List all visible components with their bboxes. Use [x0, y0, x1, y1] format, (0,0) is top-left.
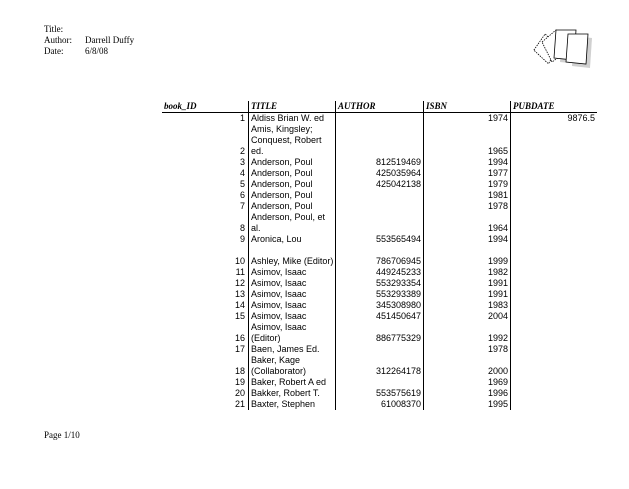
cell-isbn [423, 388, 510, 399]
cell-book-id-text: 18 [234, 366, 245, 376]
cell-title-text: Bakker, Robert T. [251, 388, 320, 398]
cell-author [335, 311, 423, 322]
cell-pubdate [510, 289, 597, 300]
cell-isbn [423, 289, 510, 300]
report-metadata [44, 24, 134, 57]
cell-title-text: Aronica, Lou [251, 234, 302, 244]
cell-book-id-text: 6 [239, 190, 245, 200]
cell-author [335, 300, 423, 311]
table-row [162, 322, 597, 344]
cell-title [248, 234, 335, 245]
cell-book-id-text: 12 [234, 278, 245, 288]
cell-isbn-text: 1994 [487, 157, 508, 167]
cell-book-id [162, 399, 248, 410]
table-row [162, 212, 597, 234]
cell-isbn [423, 179, 510, 190]
cell-isbn [423, 300, 510, 311]
cell-isbn [423, 234, 510, 245]
cell-book-id-text: 5 [239, 179, 245, 189]
cell-book-id-text: 3 [239, 157, 245, 167]
cell-title [248, 113, 335, 124]
table-row [162, 355, 597, 377]
cell-isbn [423, 377, 510, 388]
cell-isbn-text: 1983 [487, 300, 508, 310]
cell-title-text: Baker, Kage (Collaborator) [251, 355, 307, 376]
cell-book-id [162, 124, 248, 157]
cell-author-text: 312264178 [375, 366, 421, 376]
cell-isbn-text: 1995 [487, 399, 508, 409]
date-label: Date: [44, 46, 64, 56]
cell-author [335, 168, 423, 179]
cell-book-id [162, 157, 248, 168]
cell-title [248, 245, 335, 267]
cell-title [248, 267, 335, 278]
cell-pubdate [510, 355, 597, 377]
cell-book-id [162, 245, 248, 267]
cell-title [248, 300, 335, 311]
cell-isbn [423, 322, 510, 344]
cell-author [335, 355, 423, 377]
cell-book-id [162, 113, 248, 124]
cell-book-id-text: 1 [239, 113, 245, 123]
cell-book-id-text: 2 [239, 146, 245, 156]
table-header [162, 101, 597, 113]
table-row [162, 157, 597, 168]
cell-pubdate [510, 300, 597, 311]
cell-isbn-text: 1965 [487, 146, 508, 156]
cell-author-text: 553565494 [375, 234, 421, 244]
cell-title [248, 399, 335, 410]
table-row [162, 168, 597, 179]
cell-title [248, 179, 335, 190]
cell-author [335, 322, 423, 344]
cell-title [248, 278, 335, 289]
cell-title [248, 212, 335, 234]
cell-isbn [423, 201, 510, 212]
cell-title-text: Anderson, Poul, et al. [251, 212, 326, 233]
author-row [44, 35, 134, 46]
cell-author-text: 345308980 [375, 300, 421, 310]
cell-author [335, 190, 423, 201]
cell-isbn [423, 344, 510, 355]
cell-author [335, 212, 423, 234]
table-row [162, 289, 597, 300]
cell-title-text: Anderson, Poul [251, 201, 313, 211]
table-row [162, 344, 597, 355]
cell-isbn-text: 1994 [487, 234, 508, 244]
table-row [162, 267, 597, 278]
cell-author-text: 451450647 [375, 311, 421, 321]
cell-book-id [162, 344, 248, 355]
cell-pubdate [510, 245, 597, 267]
cell-author [335, 201, 423, 212]
cell-book-id-text: 15 [234, 311, 245, 321]
cell-pubdate [510, 157, 597, 168]
cell-author-text: 812519469 [375, 157, 421, 167]
cell-book-id-text: 8 [239, 223, 245, 233]
cell-pubdate [510, 311, 597, 322]
cell-isbn [423, 355, 510, 377]
cell-author [335, 289, 423, 300]
cell-isbn [423, 311, 510, 322]
cell-book-id [162, 190, 248, 201]
table-row [162, 300, 597, 311]
column-header-author: AUTHOR [335, 101, 423, 112]
cell-isbn [423, 124, 510, 157]
cell-title-text: Anderson, Poul [251, 168, 313, 178]
cell-title-text: Asimov, Isaac [251, 289, 307, 299]
cell-title [248, 344, 335, 355]
cell-book-id [162, 311, 248, 322]
table-row [162, 377, 597, 388]
cell-pubdate [510, 212, 597, 234]
cell-title [248, 168, 335, 179]
cell-book-id-text: 19 [234, 377, 245, 387]
cell-author-text: 449245233 [375, 267, 421, 277]
cell-isbn-text: 1969 [487, 377, 508, 387]
cell-title-text: Anderson, Poul [251, 190, 313, 200]
table-row [162, 278, 597, 289]
cell-book-id-text: 7 [239, 201, 245, 211]
title-row [44, 24, 134, 35]
cell-book-id [162, 322, 248, 344]
cell-author [335, 388, 423, 399]
author-value: Darrell Duffy [85, 35, 135, 45]
cell-book-id [162, 267, 248, 278]
cell-title-text: Baxter, Stephen [251, 399, 316, 409]
cell-author [335, 113, 423, 124]
cell-book-id [162, 355, 248, 377]
cell-title-text: Baker, Robert A ed [251, 377, 327, 387]
cell-isbn [423, 267, 510, 278]
cell-book-id [162, 201, 248, 212]
cell-author [335, 399, 423, 410]
cell-isbn-text: 1981 [487, 190, 508, 200]
cell-book-id-text: 21 [234, 399, 245, 409]
cell-title [248, 190, 335, 201]
cell-author-text: 553575619 [375, 388, 421, 398]
table-row [162, 190, 597, 201]
cell-book-id-text: 20 [234, 388, 245, 398]
cell-title [248, 355, 335, 377]
cell-author-text: 886775329 [375, 333, 421, 343]
cell-pubdate [510, 179, 597, 190]
cell-title [248, 157, 335, 168]
stacked-pages-icon [530, 20, 600, 72]
cell-author [335, 179, 423, 190]
cell-title [248, 124, 335, 157]
cell-title [248, 322, 335, 344]
cell-isbn [423, 212, 510, 234]
cell-pubdate [510, 322, 597, 344]
cell-pubdate [510, 278, 597, 289]
cell-author [335, 278, 423, 289]
cell-book-id [162, 377, 248, 388]
page-number: Page 1/10 [44, 430, 80, 440]
cell-pubdate [510, 234, 597, 245]
cell-author-text: 425035964 [375, 168, 421, 178]
cell-book-id-text: 16 [234, 333, 245, 343]
cell-author [335, 344, 423, 355]
cell-pubdate [510, 190, 597, 201]
cell-isbn-text: 1992 [487, 333, 508, 343]
cell-author-text: 786706945 [375, 256, 421, 266]
cell-author [335, 157, 423, 168]
table-row [162, 124, 597, 157]
cell-pubdate [510, 201, 597, 212]
cell-isbn-text: 2004 [487, 311, 508, 321]
cell-book-id-text: 14 [234, 300, 245, 310]
cell-isbn-text: 1991 [487, 289, 508, 299]
column-header-book-id: book_ID [164, 101, 197, 111]
cell-author-text: 553293354 [375, 278, 421, 288]
cell-book-id [162, 179, 248, 190]
date-value: 6/8/08 [85, 46, 109, 56]
table-row [162, 311, 597, 322]
cell-isbn-text: 1991 [487, 278, 508, 288]
author-label: Author: [44, 35, 72, 45]
cell-book-id-text: 10 [234, 256, 245, 266]
cell-book-id-text: 13 [234, 289, 245, 299]
cell-isbn-text: 2000 [487, 366, 508, 376]
cell-book-id-text: 17 [234, 344, 245, 354]
cell-book-id-text: 11 [235, 267, 245, 277]
cell-title [248, 201, 335, 212]
column-header-title: TITLE [248, 101, 335, 112]
cell-book-id-text: 9 [239, 234, 245, 244]
table-row [162, 388, 597, 399]
cell-isbn-text: 1978 [487, 201, 508, 211]
cell-pubdate [510, 344, 597, 355]
cell-title-text: Baen, James Ed. [251, 344, 320, 354]
cell-title-text: Ashley, Mike (Editor) [251, 256, 334, 266]
cell-author [335, 124, 423, 157]
cell-title-text: Asimov, Isaac [251, 267, 307, 277]
cell-title-text: Asimov, Isaac (Editor) [251, 322, 307, 343]
cell-isbn [423, 113, 510, 124]
cell-title [248, 311, 335, 322]
cell-isbn-text: 1974 [487, 113, 508, 123]
cell-isbn [423, 168, 510, 179]
cell-isbn-text: 1999 [487, 256, 508, 266]
books-table [162, 101, 597, 410]
cell-book-id [162, 278, 248, 289]
cell-author [335, 234, 423, 245]
cell-book-id [162, 168, 248, 179]
cell-isbn [423, 399, 510, 410]
cell-isbn-text: 1964 [487, 223, 508, 233]
cell-book-id [162, 234, 248, 245]
date-row [44, 46, 134, 57]
cell-title-text: Amis, Kingsley; Conquest, Robert ed. [251, 124, 322, 156]
column-header-isbn: ISBN [423, 101, 510, 112]
cell-pubdate [510, 267, 597, 278]
cell-title-text: Aldiss Brian W. ed [251, 113, 325, 123]
cell-pubdate [510, 377, 597, 388]
cell-author-text: 61008370 [380, 399, 421, 409]
table-row [162, 234, 597, 245]
cell-isbn-text: 1982 [487, 267, 508, 277]
cell-title-text: Asimov, Isaac [251, 311, 307, 321]
cell-isbn [423, 278, 510, 289]
cell-book-id [162, 212, 248, 234]
cell-author [335, 267, 423, 278]
cell-author [335, 377, 423, 388]
table-body [162, 113, 597, 410]
cell-author-text: 425042138 [375, 179, 421, 189]
cell-title-text: Asimov, Isaac [251, 300, 307, 310]
cell-pubdate [510, 388, 597, 399]
cell-title-text: Asimov, Isaac [251, 278, 307, 288]
column-header-pubdate: PUBDATE [510, 101, 597, 112]
cell-title [248, 377, 335, 388]
cell-pubdate [510, 399, 597, 410]
cell-book-id-text: 4 [239, 168, 245, 178]
cell-book-id [162, 388, 248, 399]
cell-isbn-text: 1977 [487, 168, 508, 178]
table-row [162, 399, 597, 410]
cell-pubdate-text: 9876.5 [567, 113, 595, 123]
cell-author-text: 553293389 [375, 289, 421, 299]
table-row [162, 201, 597, 212]
cell-pubdate [510, 113, 597, 124]
cell-book-id [162, 289, 248, 300]
cell-isbn-text: 1978 [487, 344, 508, 354]
cell-pubdate [510, 168, 597, 179]
cell-title-text: Anderson, Poul [251, 157, 313, 167]
cell-isbn [423, 157, 510, 168]
cell-pubdate [510, 124, 597, 157]
title-label: Title: [44, 24, 64, 34]
cell-isbn-text: 1996 [487, 388, 508, 398]
cell-isbn-text: 1979 [487, 179, 508, 189]
cell-title-text: Anderson, Poul [251, 179, 313, 189]
cell-author [335, 245, 423, 267]
cell-isbn [423, 190, 510, 201]
cell-title [248, 388, 335, 399]
table-row [162, 179, 597, 190]
cell-isbn [423, 245, 510, 267]
table-row [162, 113, 597, 124]
cell-book-id [162, 300, 248, 311]
cell-title [248, 289, 335, 300]
table-row [162, 245, 597, 267]
